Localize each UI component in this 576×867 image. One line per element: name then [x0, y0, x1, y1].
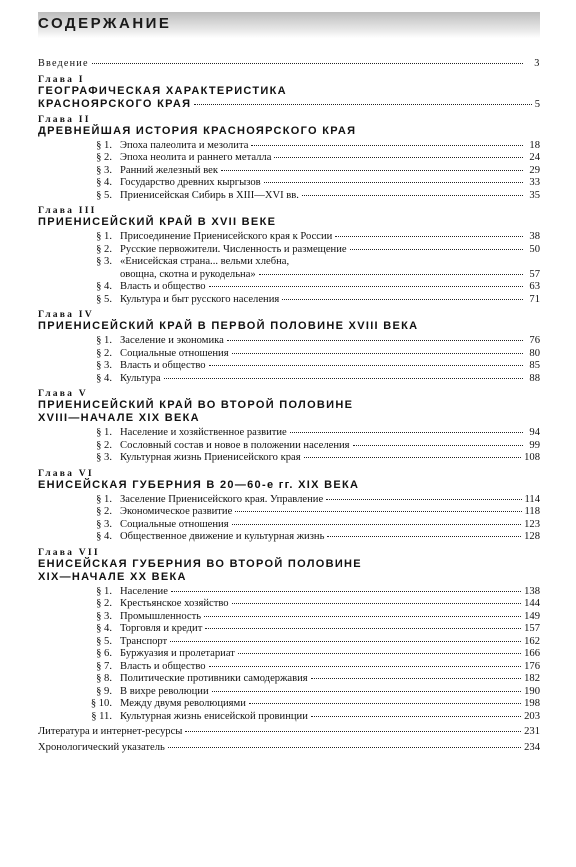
dot-leader [350, 249, 523, 250]
dot-leader [194, 104, 531, 105]
section-label [82, 452, 301, 465]
section-number: § 3. [96, 164, 112, 176]
chapter-title[interactable] [38, 98, 540, 111]
section-label [82, 623, 202, 636]
page-title: СОДЕРЖАНИЕ [38, 15, 172, 32]
section-number: § 3. [96, 452, 112, 463]
section-number: § 1. [96, 139, 112, 151]
page-number: 138 [524, 585, 540, 597]
section-list [38, 335, 540, 385]
section-label [82, 531, 324, 544]
dot-leader [335, 236, 523, 237]
section-number: § 1. [96, 493, 112, 505]
page-number: 71 [529, 293, 540, 305]
dot-leader [302, 195, 523, 196]
section-label [82, 519, 229, 532]
section-list [38, 494, 540, 544]
section-label [82, 611, 201, 624]
dot-leader [170, 641, 521, 642]
section-text: Население и хозяйственное развитие [120, 427, 287, 438]
chapter-block [38, 309, 540, 385]
entry-label: Литература и интернет-ресурсы [38, 726, 183, 737]
chapter-label: Глава III [38, 205, 97, 216]
section-number: § 2. [96, 243, 112, 255]
page-number: 35 [529, 189, 540, 201]
section-list [38, 231, 540, 306]
section-text: Культура и быт русского населения [120, 293, 280, 305]
page-number: 198 [524, 698, 540, 709]
entry-label: Введение [38, 58, 89, 69]
section-number: § 6. [96, 648, 112, 659]
dot-leader [171, 591, 521, 592]
toc-entry-section[interactable] [38, 152, 540, 165]
section-text: Транспорт [120, 635, 168, 647]
page-number: 203 [524, 710, 540, 722]
section-text: Заселение и экономика [120, 335, 224, 346]
section-number: § 9. [96, 685, 112, 697]
section-label [82, 335, 224, 348]
toc-entry-section[interactable] [38, 673, 540, 686]
page-number: 85 [529, 360, 540, 371]
chapter-label: Глава II [38, 113, 91, 125]
section-label [82, 152, 271, 165]
section-text: Население [120, 585, 168, 597]
section-number: § 4. [96, 372, 112, 384]
section-text: Между двумя революциями [120, 698, 246, 709]
toc-entry-section[interactable] [38, 661, 540, 674]
dot-leader [164, 378, 523, 379]
section-number: § 2. [96, 506, 112, 517]
section-number: § 3. [96, 360, 112, 371]
section-label [82, 636, 167, 649]
chapter-title[interactable]: ПРИЕНИСЕЙСКИЙ КРАЙ В XVII ВЕКЕ [38, 216, 277, 228]
page-number: 33 [529, 177, 540, 188]
page-number: 231 [524, 726, 540, 737]
page-number: 234 [524, 741, 540, 753]
section-text: В вихре революции [120, 685, 209, 697]
toc-entry-section[interactable] [38, 360, 540, 373]
toc-entry-section[interactable] [38, 698, 540, 711]
chapter-title[interactable]: ПРИЕНИСЕЙСКИЙ КРАЙ ВО ВТОРОЙ ПОЛОВИНЕ [38, 399, 354, 411]
section-label [82, 360, 206, 373]
dot-leader [274, 157, 523, 158]
page-number: 76 [529, 335, 540, 346]
section-label [82, 177, 261, 190]
chapter-label: Глава I [38, 73, 85, 85]
section-text: «Енисейская страна... вельми хлебна, [120, 256, 290, 267]
section-label [82, 494, 323, 507]
section-label [82, 598, 229, 611]
section-label [82, 698, 246, 711]
chapter-title[interactable]: ГЕОГРАФИЧЕСКАЯ ХАРАКТЕРИСТИКА [38, 84, 287, 97]
dot-leader [259, 274, 523, 275]
section-label [82, 427, 287, 440]
section-number: § 1. [96, 231, 112, 242]
section-number: § 1. [96, 585, 112, 597]
page-number: 149 [524, 610, 540, 622]
chapter-block [38, 388, 540, 465]
section-text: Присоединение Приенисейского края к России [120, 231, 333, 242]
toc-entry-section[interactable] [38, 636, 540, 649]
dot-leader [326, 499, 521, 500]
section-label [82, 190, 299, 203]
section-text: овощна, скотна и рукодельна» [120, 268, 256, 280]
table-of-contents [38, 58, 540, 754]
section-number: § 2. [96, 439, 112, 451]
page-number: 63 [529, 281, 540, 292]
page-number: 128 [524, 531, 540, 542]
section-number: § 10. [90, 698, 112, 709]
page-number: 94 [529, 427, 540, 438]
toc-entry-section[interactable] [38, 190, 540, 203]
chapter-title[interactable]: ДРЕВНЕЙШАЯ ИСТОРИЯ КРАСНОЯРСКОГО КРАЯ [38, 124, 357, 137]
section-text: Приенисейская Сибирь в XIII—XVI вв. [120, 189, 299, 201]
dot-leader [209, 365, 523, 366]
toc-entry-section[interactable] [38, 281, 540, 294]
chapter-title[interactable]: ЕНИСЕЙСКАЯ ГУБЕРНИЯ ВО ВТОРОЙ ПОЛОВИНЕ [38, 557, 362, 570]
page-number: 80 [529, 347, 540, 359]
toc-entry-trailing[interactable] [38, 726, 540, 739]
section-label [82, 648, 235, 661]
page-number: 88 [529, 372, 540, 384]
section-text: Торговля и кредит [120, 623, 203, 634]
section-number: § 2. [96, 152, 112, 163]
chapter-block [38, 205, 540, 306]
toc-entry-section[interactable] [38, 440, 540, 453]
toc-entry-section[interactable] [38, 648, 540, 661]
toc-entry-section[interactable] [38, 611, 540, 624]
section-number: § 11. [91, 710, 112, 722]
dot-leader [232, 353, 523, 354]
page-number: 114 [524, 493, 540, 505]
dot-leader [209, 286, 523, 287]
dot-leader [282, 299, 523, 300]
section-number: § 4. [96, 281, 112, 292]
page-number: 3 [534, 58, 540, 69]
section-number: § 3. [96, 518, 112, 530]
chapter-title[interactable]: ПРИЕНИСЕЙСКИЙ КРАЙ В ПЕРВОЙ ПОЛОВИНЕ XVIII ВЕКА [38, 320, 419, 332]
section-label [82, 231, 332, 244]
dot-leader [264, 182, 523, 183]
section-label [82, 244, 347, 257]
toc-entry-section[interactable] [38, 177, 540, 190]
section-text: Ранний железный век [120, 164, 218, 176]
section-text: Власть и общество [120, 660, 206, 672]
section-text: Власть и общество [120, 281, 206, 292]
chapter-label: Глава VI [38, 467, 94, 479]
section-number: § 1. [96, 335, 112, 346]
section-text: Буржуазия и пролетариат [120, 648, 235, 659]
page-number: 57 [529, 268, 540, 280]
toc-entry-section[interactable] [38, 256, 540, 281]
toc-entry-section[interactable] [38, 165, 540, 178]
section-text: Заселение Приенисейского края. Управление [120, 493, 324, 505]
chapter-label: Глава VII [38, 546, 100, 558]
section-number: § 2. [96, 598, 112, 609]
section-label [82, 661, 206, 674]
section-text: Культурная жизнь енисейской провинции [120, 710, 308, 722]
section-text: Общественное движение и культурная жизнь [120, 531, 325, 542]
section-number: § 4. [96, 531, 112, 542]
section-text: Экономическое развитие [120, 506, 233, 517]
section-label [82, 348, 229, 361]
dot-leader [251, 145, 523, 146]
page-number: 118 [524, 506, 540, 517]
toc-entry-trailing[interactable] [38, 742, 540, 755]
section-text: Сословный состав и новое в положении населения [120, 439, 350, 451]
toc-entry-section[interactable] [38, 598, 540, 611]
section-number: § 3. [96, 256, 112, 267]
section-label [82, 140, 248, 153]
chapter-block [38, 468, 540, 544]
section-text: Социальные отношения [120, 347, 229, 359]
section-label [82, 686, 209, 699]
dot-leader [327, 536, 521, 537]
section-line [82, 256, 540, 269]
dot-leader [92, 63, 523, 64]
chapter-label: Глава IV [38, 309, 94, 320]
section-number: § 8. [96, 673, 112, 684]
page-number: 29 [529, 164, 540, 176]
section-list [38, 140, 540, 203]
page-number: 144 [524, 598, 540, 609]
section-number: § 5. [96, 189, 112, 201]
section-number: § 2. [96, 347, 112, 359]
page-number: 18 [529, 139, 540, 151]
dot-leader [209, 666, 522, 667]
section-number: § 7. [96, 660, 112, 672]
section-text: Социальные отношения [120, 518, 229, 530]
dot-leader [232, 603, 522, 604]
dot-leader [249, 703, 521, 704]
section-number: § 5. [96, 635, 112, 647]
dot-leader [204, 616, 521, 617]
page-number: 99 [529, 439, 540, 451]
page-number: 24 [529, 152, 540, 163]
section-number: § 4. [96, 623, 112, 634]
section-number: § 4. [96, 177, 112, 188]
dot-leader [212, 691, 521, 692]
page-number: 50 [529, 243, 540, 255]
page-number: 5 [534, 98, 540, 110]
toc-entry-section[interactable] [38, 140, 540, 153]
section-number: § 5. [96, 293, 112, 305]
dot-leader [311, 678, 521, 679]
dot-leader [205, 628, 521, 629]
section-text: Эпоха палеолита и мезолита [120, 139, 249, 151]
chapter-title[interactable]: ЕНИСЕЙСКАЯ ГУБЕРНИЯ В 20—60-е гг. XIX ВЕКА [38, 478, 360, 491]
page-number: 157 [524, 623, 540, 634]
toc-entry-section[interactable] [38, 452, 540, 465]
chapter-block [38, 547, 540, 724]
page-number: 190 [524, 685, 540, 697]
dot-leader [238, 653, 521, 654]
dot-leader [232, 524, 522, 525]
toc-entry-section[interactable] [38, 294, 540, 307]
toc-entry-section[interactable] [38, 711, 540, 724]
dot-leader [227, 340, 523, 341]
section-text: Эпоха неолита и раннего металла [120, 152, 272, 163]
section-label [82, 440, 350, 453]
toc-entry-section[interactable] [38, 244, 540, 257]
dot-leader [290, 432, 523, 433]
section-line [82, 269, 540, 282]
section-label [82, 373, 161, 386]
section-text: Промышленность [120, 610, 202, 622]
section-label [82, 506, 232, 519]
chapter-block [38, 114, 540, 203]
toc-entry-section[interactable] [38, 231, 540, 244]
dot-leader [353, 445, 523, 446]
section-text: Власть и общество [120, 360, 206, 371]
section-text: Государство древних кыргызов [120, 177, 261, 188]
section-text: Культура [120, 372, 161, 384]
toc-entry-section[interactable] [38, 494, 540, 507]
chapter-title[interactable]: XVIII—НАЧАЛЕ XIX ВЕКА [38, 412, 200, 424]
section-list [38, 586, 540, 724]
chapter-block [38, 74, 540, 111]
page-number: 182 [524, 673, 540, 684]
entry-label: Хронологический указатель [38, 741, 165, 753]
section-label [82, 281, 206, 294]
dot-leader [221, 170, 523, 171]
toc-entry-section[interactable] [38, 335, 540, 348]
section-label [82, 673, 308, 686]
chapter-label: Глава V [38, 388, 88, 399]
section-list [38, 427, 540, 465]
section-number: § 1. [96, 427, 112, 438]
chapter-title[interactable]: XIX—НАЧАЛЕ XX ВЕКА [38, 570, 187, 583]
page-number: 123 [524, 518, 540, 530]
chapter-title-text: КРАСНОЯРСКОГО КРАЯ [38, 97, 192, 110]
dot-leader [168, 747, 521, 748]
header-band [38, 12, 540, 38]
section-label [82, 294, 279, 307]
section-label [82, 711, 308, 724]
toc-entry-section[interactable] [38, 348, 540, 361]
section-text: Крестьянское хозяйство [120, 598, 229, 609]
toc-page [38, 12, 540, 754]
section-text: Русские первожители. Численность и размещение [120, 243, 347, 255]
toc-entry-section[interactable] [38, 506, 540, 519]
section-label [82, 165, 218, 178]
dot-leader [304, 457, 521, 458]
page-number: 176 [524, 660, 540, 672]
section-label [82, 586, 168, 599]
dot-leader [185, 731, 521, 732]
section-text: Культурная жизнь Приенисейского края [120, 452, 301, 463]
toc-entry-section[interactable] [38, 373, 540, 386]
toc-entry-section[interactable] [38, 531, 540, 544]
section-number: § 3. [96, 610, 112, 622]
toc-entry-intro[interactable] [38, 58, 540, 71]
page-number: 38 [529, 231, 540, 242]
toc-entry-section[interactable] [38, 427, 540, 440]
page-number: 166 [524, 648, 540, 659]
section-text: Политические противники самодержавия [120, 673, 308, 684]
toc-entry-section[interactable] [38, 586, 540, 599]
toc-entry-section[interactable] [38, 623, 540, 636]
page-number: 162 [524, 635, 540, 647]
toc-entry-section[interactable] [38, 519, 540, 532]
dot-leader [235, 511, 521, 512]
dot-leader [311, 716, 521, 717]
toc-entry-section[interactable] [38, 686, 540, 699]
page-number: 108 [524, 452, 540, 463]
